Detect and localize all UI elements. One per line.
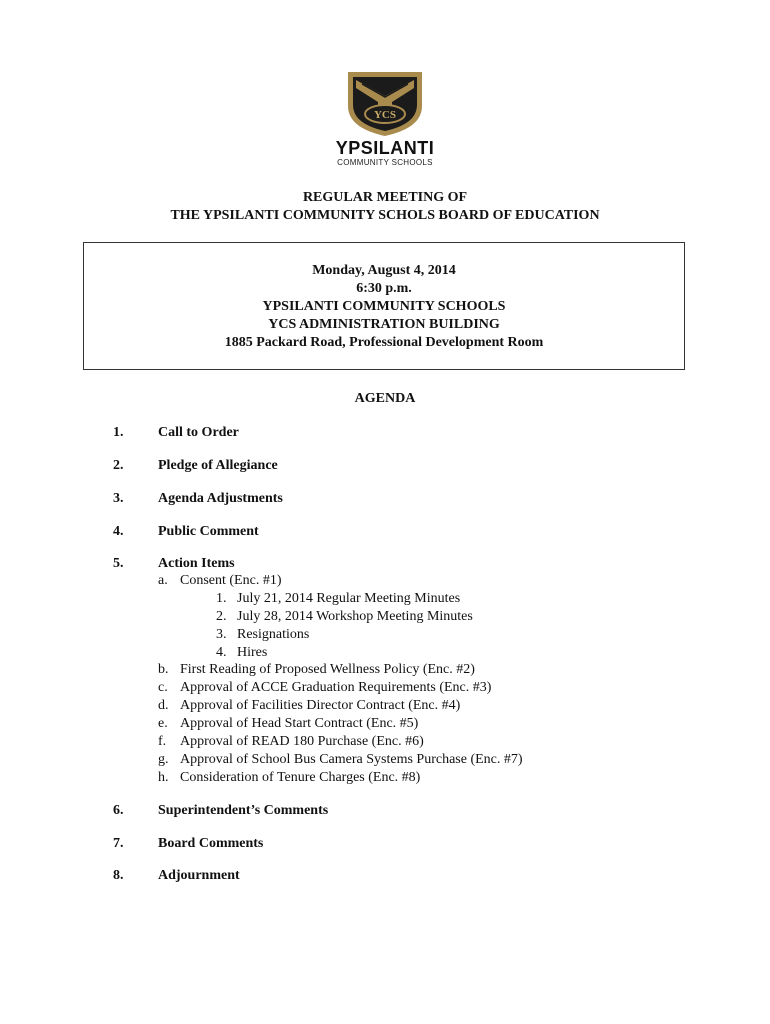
agenda-item-number: 1.	[113, 425, 124, 440]
consent-subitem-text: July 28, 2014 Workshop Meeting Minutes	[237, 609, 473, 624]
agenda-item-label: Adjournment	[158, 868, 240, 883]
action-subitem	[158, 716, 418, 732]
subitem-text: Approval of Head Start Contract (Enc. #5)	[180, 716, 419, 731]
consent-subitem-number: 2.	[216, 609, 227, 624]
agenda-item-number: 7.	[113, 836, 124, 851]
agenda-item-label: Agenda Adjustments	[158, 491, 283, 506]
action-subitem	[158, 770, 420, 786]
consent-subitem	[216, 627, 309, 643]
agenda-item-label: Superintendent’s Comments	[158, 803, 329, 818]
subitem-text: Consent (Enc. #1)	[180, 573, 282, 588]
meeting-address: 1885 Packard Road, Professional Development Room	[224, 335, 544, 350]
svg-text:YCS: YCS	[373, 109, 397, 121]
consent-subitem-number: 3.	[216, 627, 227, 642]
subitem-text: First Reading of Proposed Wellness Policy (Enc. #2)	[180, 662, 475, 677]
agenda-item-number: 6.	[113, 803, 124, 818]
subitem-text: Approval of ACCE Graduation Requirements (Enc. #3)	[180, 680, 492, 695]
consent-subitem	[216, 609, 473, 625]
meeting-date: Monday, August 4, 2014	[312, 263, 456, 278]
consent-subitem-number: 4.	[216, 645, 227, 660]
subitem-letter: h.	[158, 770, 169, 785]
consent-subitem-text: July 21, 2014 Regular Meeting Minutes	[237, 591, 461, 606]
consent-subitem-text: Hires	[237, 645, 268, 660]
agenda-item-number: 3.	[113, 491, 124, 506]
agenda-item-number: 4.	[113, 524, 124, 539]
meeting-org: YPSILANTI COMMUNITY SCHOOLS	[262, 299, 506, 314]
heading-line-1: REGULAR MEETING OF	[302, 190, 468, 205]
agenda-item-label: Action Items	[158, 556, 235, 571]
logo-name: YPSILANTI	[335, 138, 435, 158]
subitem-text: Approval of School Bus Camera Systems Purchase (Enc. #7)	[180, 752, 523, 767]
consent-subitem-number: 1.	[216, 591, 227, 606]
subitem-text: Approval of READ 180 Purchase (Enc. #6)	[180, 734, 424, 749]
heading-line-2: THE YPSILANTI COMMUNITY SCHOLS BOARD OF EDUCATION	[170, 208, 600, 223]
logo-subtitle: COMMUNITY SCHOOLS	[337, 158, 433, 167]
action-subitem	[158, 698, 460, 714]
subitem-letter: c.	[158, 680, 168, 695]
agenda-title: AGENDA	[354, 391, 416, 406]
subitem-text: Consideration of Tenure Charges (Enc. #8)	[180, 770, 421, 785]
action-subitem	[158, 662, 475, 678]
action-subitem	[158, 680, 491, 696]
subitem-letter: g.	[158, 752, 169, 767]
consent-subitem	[216, 645, 267, 661]
action-subitem	[158, 734, 424, 750]
meeting-time: 6:30 p.m.	[356, 281, 412, 296]
action-subitem	[158, 752, 523, 768]
meeting-building: YCS ADMINISTRATION BUILDING	[268, 317, 500, 332]
subitem-letter: b.	[158, 662, 169, 677]
agenda-item-label: Pledge of Allegiance	[158, 458, 278, 473]
subitem-letter: f.	[158, 734, 167, 749]
agenda-item-number: 5.	[113, 556, 124, 571]
agenda-item-number: 2.	[113, 458, 124, 473]
consent-subitem-text: Resignations	[237, 627, 310, 642]
action-subitem	[158, 573, 281, 589]
consent-subitem	[216, 591, 460, 607]
meeting-info-box	[83, 242, 685, 370]
subitem-text: Approval of Facilities Director Contract (Enc. #4)	[180, 698, 461, 713]
subitem-letter: d.	[158, 698, 169, 713]
subitem-letter: e.	[158, 716, 168, 731]
agenda-item-label: Call to Order	[158, 425, 239, 440]
agenda-item-label: Public Comment	[158, 524, 259, 539]
agenda-item-label: Board Comments	[158, 836, 264, 851]
agenda-item-number: 8.	[113, 868, 124, 883]
subitem-letter: a.	[158, 573, 168, 588]
